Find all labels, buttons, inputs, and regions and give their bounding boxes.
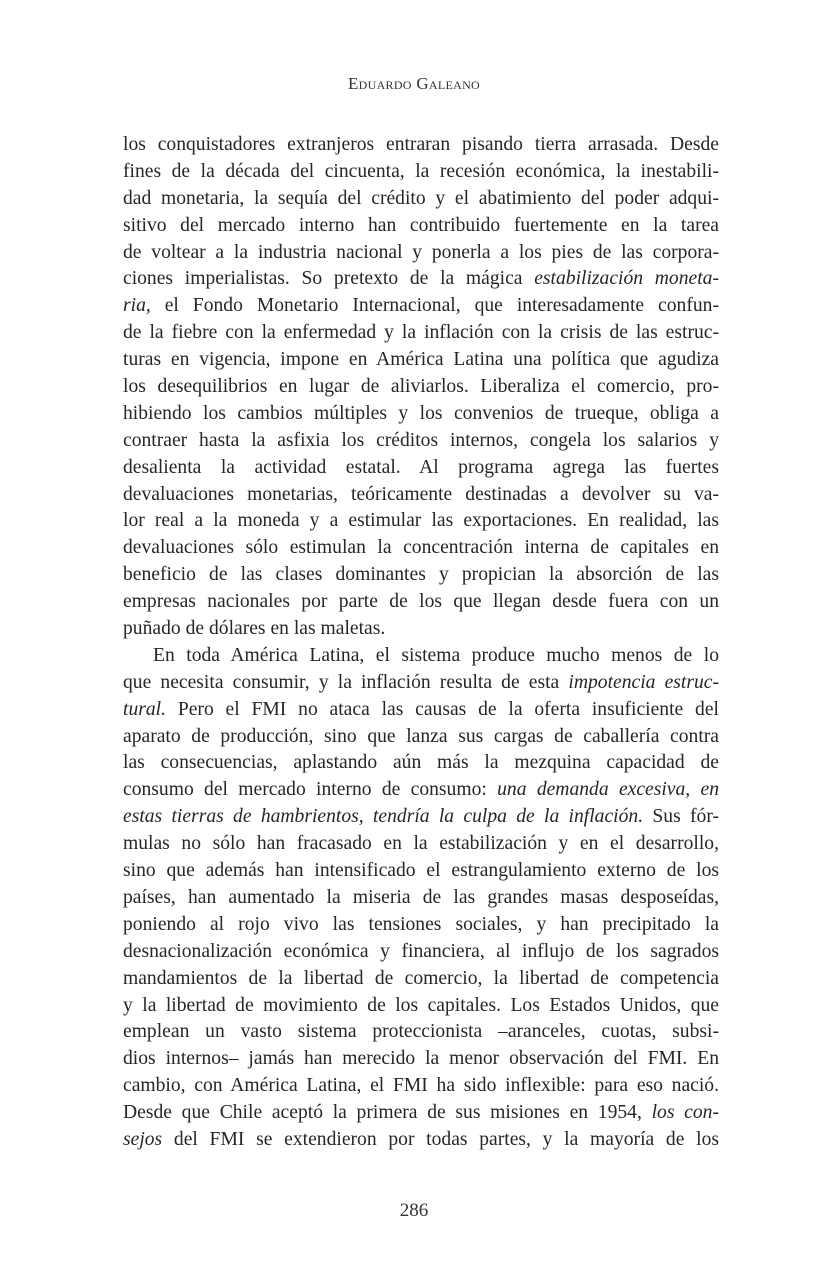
text-line: [123, 240, 719, 267]
text-line: [123, 428, 719, 455]
text-segment: beneficio de las clases dominantes y propician la absorción de las: [123, 564, 719, 586]
text-segment: los desequilibrios en lugar de aliviarlos. Liberaliza el comercio, pro-: [123, 376, 719, 398]
text-segment: mandamientos de la libertad de comercio, la libertad de competencia: [123, 967, 719, 989]
italic-text: tural.: [123, 698, 167, 720]
text-line: [123, 912, 719, 939]
text-segment: las consecuencias, aplastando aún más la mezquina capacidad de: [123, 752, 719, 774]
text-line: [123, 966, 719, 993]
text-segment: empresas nacionales por parte de los que llegan desde fuera con un: [123, 591, 719, 613]
text-segment: lor real a la moneda y a estimular las exportaciones. En realidad, las: [123, 510, 719, 532]
text-line: [123, 1100, 719, 1127]
running-head: Eduardo Galeano: [347, 74, 481, 93]
text-line: [123, 939, 719, 966]
text-line: [123, 697, 719, 724]
text-line: [123, 885, 719, 912]
text-segment: aparato de producción, sino que lanza sus cargas de caballería contra: [123, 725, 719, 747]
text-line: [123, 293, 719, 320]
text-line: [123, 589, 719, 616]
text-line: [123, 1127, 719, 1154]
italic-text: estas tierras de hambrientos, tendría la culpa de la inflación.: [123, 806, 644, 828]
text-segment: hibiendo los cambios múltiples y los convenios de trueque, obliga a: [123, 402, 719, 424]
text-line: [123, 508, 719, 535]
text-segment: sitivo del mercado interno han contribuido fuertemente en la tarea: [123, 214, 719, 236]
text-line: [123, 213, 719, 240]
text-segment: dad monetaria, la sequía del crédito y el abatimiento del poder adqui-: [123, 187, 719, 209]
text-segment: turas en vigencia, impone en América Latina una política que agudiza: [123, 349, 719, 371]
text-line: [123, 186, 719, 213]
text-segment: consumo del mercado interno de consumo:: [123, 779, 498, 801]
text-line: [123, 616, 719, 643]
text-segment: , el Fondo Monetario Internacional, que interesadamente confun-: [145, 295, 719, 317]
text-line: [123, 1073, 719, 1100]
text-line: [123, 159, 719, 186]
text-segment: mulas no sólo han fracasado en la estabilización y en el desarrollo,: [123, 833, 719, 855]
text-segment: Pero el FMI no ataca las causas de la oferta insuficiente del: [166, 698, 719, 720]
text-line: [123, 670, 719, 697]
text-segment: devaluaciones monetarias, teóricamente destinadas a devolver su va-: [123, 483, 719, 505]
text-line: [123, 831, 719, 858]
text-line: [123, 347, 719, 374]
text-line: [123, 562, 719, 589]
text-segment: de la fiebre con la enfermedad y la inflación con la crisis de las estruc-: [123, 322, 719, 344]
text-segment: emplean un vasto sistema proteccionista –aranceles, cuotas, subsi-: [123, 1021, 719, 1043]
paragraph: [123, 132, 719, 643]
text-line: [123, 535, 719, 562]
text-line: [123, 320, 719, 347]
text-segment: poniendo al rojo vivo las tensiones sociales, y han precipitado la: [123, 913, 719, 935]
text-segment: ciones imperialistas. So pretexto de la mágica: [123, 268, 535, 290]
text-segment: devaluaciones sólo estimulan la concentración interna de capitales en: [123, 537, 719, 559]
text-segment: Sus fór-: [643, 806, 719, 828]
paragraph: [123, 643, 719, 1154]
italic-text: una demanda excesiva, en: [497, 779, 719, 801]
text-line: [123, 724, 719, 751]
text-line: [123, 993, 719, 1020]
italic-text: estabilización moneta-: [534, 268, 719, 290]
text-segment: puñado de dólares en las maletas.: [123, 618, 386, 640]
text-segment: que necesita consumir, y la inflación resulta de esta: [123, 671, 569, 693]
text-segment: cambio, con América Latina, el FMI ha sido inflexible: para eso nació.: [123, 1075, 719, 1097]
italic-text: sejos: [123, 1128, 163, 1150]
text-segment: fines de la década del cincuenta, la recesión económica, la inestabili-: [123, 160, 719, 182]
text-segment: Desde que Chile aceptó la primera de sus misiones en 1954,: [123, 1102, 652, 1124]
text-segment: sino que además han intensificado el estrangulamiento externo de los: [123, 860, 719, 882]
text-segment: desalienta la actividad estatal. Al programa agrega las fuertes: [123, 456, 719, 478]
italic-text: ria: [123, 295, 146, 317]
text-segment: los conquistadores extranjeros entraran pisando tierra arrasada. Desde: [123, 134, 719, 155]
text-line: [123, 455, 719, 482]
text-segment: y la libertad de movimiento de los capitales. Los Estados Unidos, que: [123, 994, 719, 1016]
text-segment: En toda América Latina, el sistema produce mucho menos de lo: [153, 644, 719, 666]
text-line: [123, 750, 719, 777]
text-line: [123, 1046, 719, 1073]
text-line: [123, 858, 719, 885]
italic-text: impotencia estruc-: [568, 671, 719, 693]
text-segment: dios internos– jamás han merecido la menor observación del FMI. En: [123, 1048, 719, 1070]
text-line: [123, 643, 719, 670]
text-line: [123, 804, 719, 831]
text-segment: contraer hasta la asfixia los créditos internos, congela los salarios y: [123, 429, 719, 451]
text-line: [123, 482, 719, 509]
text-segment: desnacionalización económica y financiera, al influjo de los sagrados: [123, 940, 719, 962]
text-line: [123, 777, 719, 804]
text-line: [123, 266, 719, 293]
text-segment: de voltear a la industria nacional y ponerla a los pies de las corpora-: [123, 241, 719, 263]
italic-text: los con-: [651, 1102, 719, 1124]
text-line: [123, 374, 719, 401]
text-line: [123, 132, 719, 159]
text-segment: países, han aumentado la miseria de las grandes masas desposeídas,: [123, 886, 719, 908]
body-text: [123, 132, 719, 1154]
page-number: 286: [399, 1200, 429, 1221]
text-segment: del FMI se extendieron por todas partes, y la mayoría de los: [162, 1128, 719, 1150]
text-line: [123, 401, 719, 428]
text-line: [123, 1019, 719, 1046]
